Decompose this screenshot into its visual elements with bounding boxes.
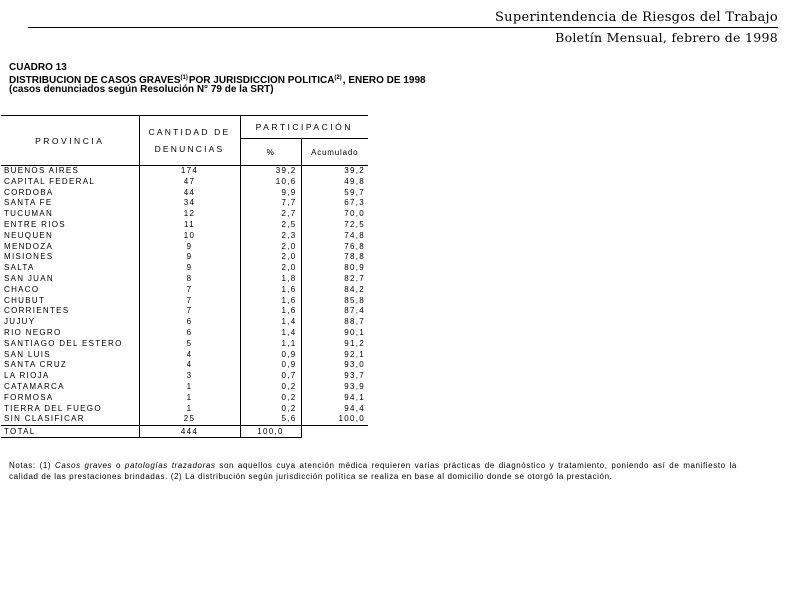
total-cantidad: 444	[139, 426, 240, 438]
cell-acumulado: 74,8	[344, 230, 365, 240]
cell-provincia: MISIONES	[1, 252, 139, 263]
cell-acumulado: 82,7	[344, 273, 365, 283]
cell-provincia: CAPITAL FEDERAL	[1, 177, 139, 188]
total-label: TOTAL	[1, 426, 139, 438]
cell-pct: 0,2	[240, 404, 301, 415]
cell-pct: 2,0	[240, 263, 301, 274]
table-row	[1, 263, 368, 274]
cell-acumulado: 91,2	[344, 338, 365, 348]
table-row	[1, 188, 368, 199]
cell-acumulado: 90,1	[344, 327, 365, 337]
cell-cantidad: 9	[139, 263, 240, 274]
table-row	[1, 404, 368, 415]
cell-cantidad: 1	[139, 382, 240, 393]
table-row	[1, 166, 368, 177]
table-row	[1, 231, 368, 242]
cell-cantidad: 6	[139, 328, 240, 339]
notes-lead: Notas: (1)	[9, 461, 56, 470]
cell-pct: 1,6	[240, 285, 301, 296]
cell-cantidad: 44	[139, 188, 240, 199]
cell-provincia: SAN JUAN	[1, 274, 139, 285]
total-empty	[301, 426, 368, 438]
cell-cantidad: 25	[139, 414, 240, 425]
cell-provincia: FORMOSA	[1, 393, 139, 404]
cell-acumulado: 93,7	[344, 371, 365, 381]
cell-acumulado: 84,2	[344, 284, 365, 294]
notes-em-patologias: patologías trazadoras	[124, 461, 216, 470]
cell-provincia: CATAMARCA	[1, 382, 139, 393]
cell-acumulado: 70,0	[344, 209, 365, 219]
cell-provincia: SANTA CRUZ	[1, 360, 139, 371]
cell-pct: 1,4	[240, 328, 301, 339]
footnotes	[9, 460, 737, 482]
footnote-ref-1: (1)	[180, 75, 188, 81]
cell-provincia: BUENOS AIRES	[1, 166, 139, 177]
table-row	[1, 242, 368, 253]
cell-acumulado: 76,8	[344, 241, 365, 251]
table-row	[1, 360, 368, 371]
cell-pct: 0,9	[240, 350, 301, 361]
table-row	[1, 317, 368, 328]
cell-acumulado: 94,1	[344, 392, 365, 402]
cell-provincia: SALTA	[1, 263, 139, 274]
header-acumulado: Acumulado	[301, 139, 368, 166]
cell-provincia: SAN LUIS	[1, 350, 139, 361]
cell-pct: 39,2	[240, 166, 301, 177]
cell-pct: 1,6	[240, 306, 301, 317]
cell-acumulado: 39,2	[344, 166, 365, 175]
cases-table	[1, 115, 368, 438]
cell-pct: 5,6	[240, 414, 301, 425]
cell-pct: 1,8	[240, 274, 301, 285]
cell-provincia: CHACO	[1, 285, 139, 296]
cell-cantidad: 10	[139, 231, 240, 242]
cell-cantidad: 5	[139, 339, 240, 350]
cell-acumulado: 87,4	[344, 306, 365, 316]
table-row	[1, 371, 368, 382]
cell-pct: 2,7	[240, 209, 301, 220]
cell-acumulado: 67,3	[344, 198, 365, 208]
cell-provincia: TUCUMAN	[1, 209, 139, 220]
total-row	[1, 426, 368, 438]
header-provincia: PROVINCIA	[1, 116, 139, 166]
cell-pct: 7,7	[240, 198, 301, 209]
cell-provincia: RIO NEGRO	[1, 328, 139, 339]
cell-pct: 2,3	[240, 231, 301, 242]
cell-provincia: MENDOZA	[1, 242, 139, 253]
table-body	[1, 166, 368, 426]
cell-acumulado: 80,9	[344, 263, 365, 273]
cell-acumulado: 59,7	[344, 187, 365, 197]
total-pct: 100,0	[240, 426, 301, 438]
table-row	[1, 350, 368, 361]
cell-cantidad: 12	[139, 209, 240, 220]
cell-cantidad: 1	[139, 404, 240, 415]
cell-pct: 0,7	[240, 371, 301, 382]
table-row	[1, 220, 368, 231]
table-title-part-a: DISTRIBUCION DE CASOS GRAVES	[9, 75, 181, 86]
cell-provincia: TIERRA DEL FUEGO	[1, 404, 139, 415]
cell-cantidad: 4	[139, 350, 240, 361]
table-row	[1, 177, 368, 188]
footnote-ref-2: (2)	[334, 75, 342, 81]
cell-pct: 2,5	[240, 220, 301, 231]
header-participacion: PARTICIPACIÓN	[240, 116, 368, 139]
table-row	[1, 209, 368, 220]
table-title-part-c: , ENERO DE 1998	[342, 75, 426, 86]
table-row	[1, 339, 368, 350]
cell-cantidad: 9	[139, 252, 240, 263]
cell-pct: 9,9	[240, 188, 301, 199]
cell-cantidad: 47	[139, 177, 240, 188]
cell-provincia: SIN CLASIFICAR	[1, 414, 139, 425]
table-row	[1, 382, 368, 393]
cuadro-number: CUADRO 13	[9, 62, 67, 73]
notes-body: son aquellos cuya atención médica requieren varias prácticas de diagnóstico y tratamiento, poniendo así de manifiesto la calidad de las prestaciones brindadas. (2) La distribución según jurisdicción política se realiza en base al domicilio donde se otorgó la prestación.	[9, 461, 737, 481]
cell-acumulado: 78,8	[344, 252, 365, 262]
table-row	[1, 296, 368, 307]
cell-pct: 0,9	[240, 360, 301, 371]
cell-acumulado: 85,8	[344, 295, 365, 305]
cell-cantidad: 7	[139, 285, 240, 296]
cell-acumulado: 49,8	[344, 176, 365, 186]
cell-cantidad: 34	[139, 198, 240, 209]
cell-pct: 0,2	[240, 393, 301, 404]
cell-acumulado: 93,0	[344, 360, 365, 370]
cell-provincia: CHUBUT	[1, 296, 139, 307]
cell-pct: 2,0	[240, 252, 301, 263]
cell-acumulado: 93,9	[344, 381, 365, 391]
table-row	[1, 198, 368, 209]
table-row	[1, 252, 368, 263]
cell-pct: 10,6	[240, 177, 301, 188]
cell-acumulado: 94,4	[344, 403, 365, 413]
cell-cantidad: 6	[139, 317, 240, 328]
table-row	[1, 393, 368, 404]
cell-cantidad: 9	[139, 242, 240, 253]
table-row	[1, 274, 368, 285]
cell-acumulado: 100,0	[301, 414, 368, 425]
header-cantidad: CANTIDAD DE DENUNCIAS	[139, 116, 240, 166]
table-subtitle: (casos denunciados según Resolución N° 79 de la SRT)	[9, 84, 274, 95]
table-row	[1, 285, 368, 296]
table-title-part-b: POR JURISDICCION POLITICA	[188, 75, 335, 86]
cell-cantidad: 8	[139, 274, 240, 285]
cell-pct: 2,0	[240, 242, 301, 253]
cell-provincia: CORDOBA	[1, 188, 139, 199]
notes-connector: o	[112, 461, 125, 470]
cell-cantidad: 174	[139, 166, 240, 177]
cell-cantidad: 3	[139, 371, 240, 382]
cell-cantidad: 7	[139, 296, 240, 307]
cell-cantidad: 1	[139, 393, 240, 404]
publisher-title: Superintendencia de Riesgos del Trabajo	[494, 10, 778, 25]
table-row	[1, 414, 368, 425]
header-pct: %	[240, 139, 301, 166]
cell-provincia: LA RIOJA	[1, 371, 139, 382]
cell-acumulado: 88,7	[344, 317, 365, 327]
cell-acumulado: 72,5	[344, 219, 365, 229]
cell-provincia: ENTRE RIOS	[1, 220, 139, 231]
cell-pct: 1,4	[240, 317, 301, 328]
header-rule	[28, 27, 778, 28]
cell-provincia: SANTA FE	[1, 198, 139, 209]
cell-provincia: CORRIENTES	[1, 306, 139, 317]
cell-provincia: JUJUY	[1, 317, 139, 328]
cell-pct: 0,2	[240, 382, 301, 393]
table-row	[1, 306, 368, 317]
cell-pct: 1,1	[240, 339, 301, 350]
cell-cantidad: 4	[139, 360, 240, 371]
cell-cantidad: 11	[139, 220, 240, 231]
cell-provincia: NEUQUEN	[1, 231, 139, 242]
cell-provincia: SANTIAGO DEL ESTERO	[1, 339, 139, 350]
table-row	[1, 328, 368, 339]
cell-pct: 1,6	[240, 296, 301, 307]
bulletin-subtitle: Boletín Mensual, febrero de 1998	[555, 30, 778, 45]
cell-cantidad: 7	[139, 306, 240, 317]
cell-acumulado: 92,1	[344, 349, 365, 359]
notes-em-casos-graves: Casos graves	[55, 461, 113, 470]
